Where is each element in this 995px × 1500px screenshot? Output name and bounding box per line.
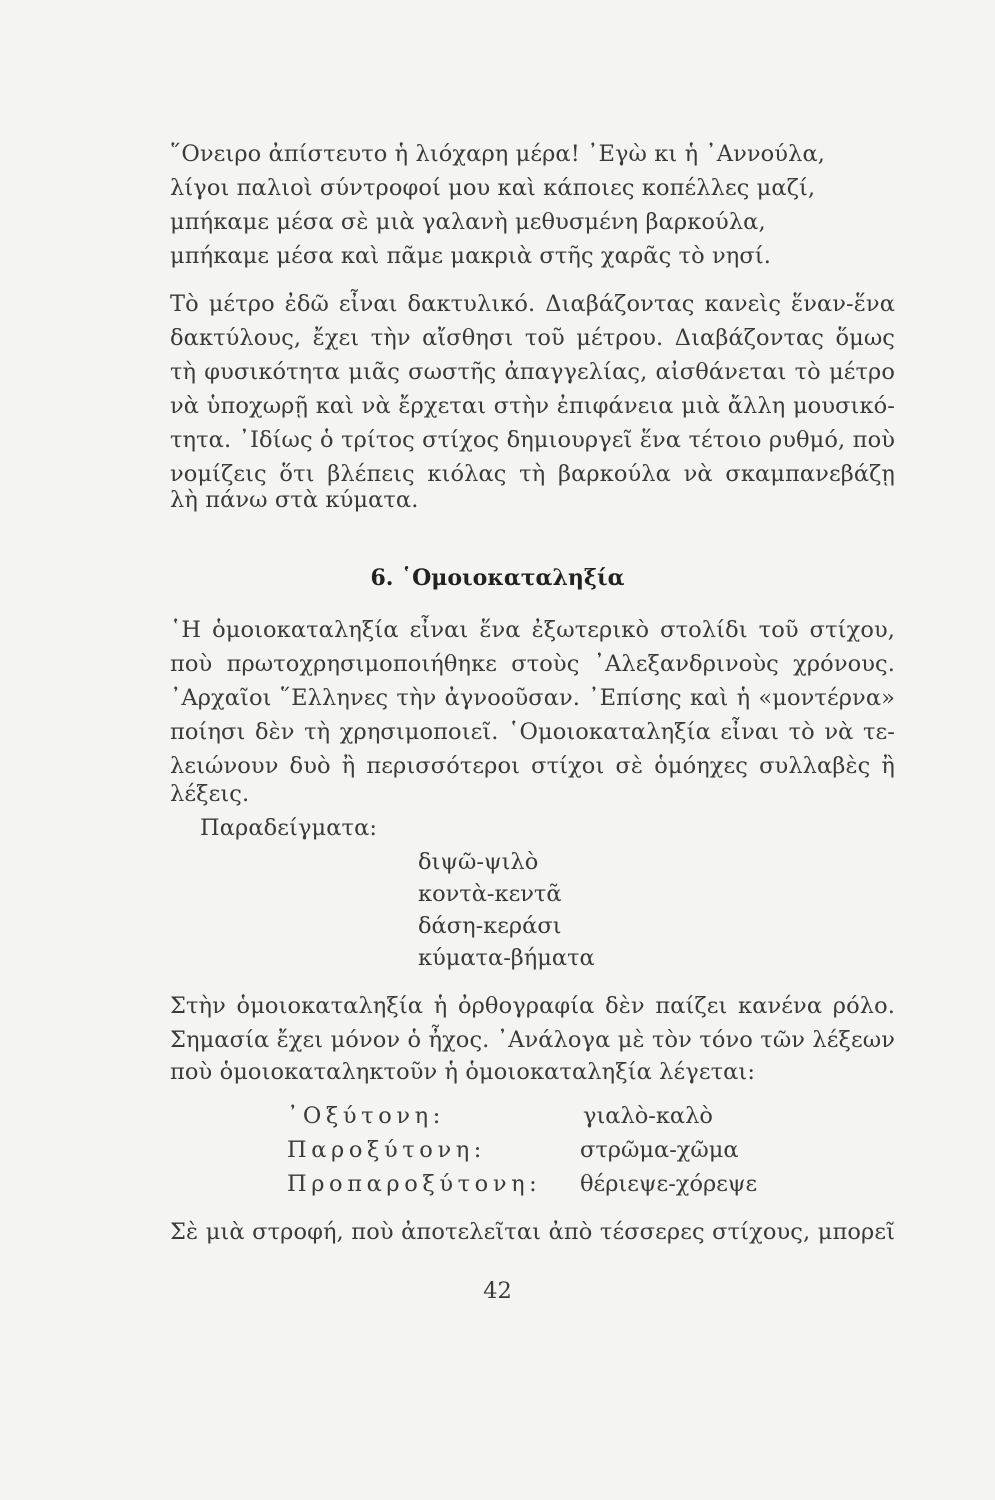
- body-line: Στὴν ὁμοιοκαταληξία ἡ ὀρθογραφία δὲν παίζει κανένα ρόλο.: [170, 993, 895, 1019]
- tone-example: θέριεψε-χόρεψε: [580, 1171, 758, 1197]
- tone-example: στρῶμα-χῶμα: [580, 1137, 739, 1163]
- poem-line: μπήκαμε μέσα σὲ μιὰ γαλανὴ μεθυσμένη βαρκούλα,: [170, 209, 766, 235]
- tone-label: Παροξύτονη:: [287, 1137, 486, 1163]
- body-line: τητα. ᾿Ιδίως ὁ τρίτος στίχος δημιουργεῖ ἕνα τέτοιο ρυθμό, ποὺ: [170, 427, 895, 453]
- poem-line: μπήκαμε μέσα καὶ πᾶμε μακριὰ στῆς χαρᾶς τὸ νησί.: [170, 243, 771, 269]
- tone-label: Προπαροξύτονη:: [287, 1171, 542, 1197]
- body-line: νὰ ὑποχωρῇ καὶ νὰ ἔρχεται στὴν ἐπιφάνεια μιὰ ἄλλη μουσικό-: [170, 393, 895, 419]
- body-line: Σὲ μιὰ στροφή, ποὺ ἀποτελεῖται ἀπὸ τέσσερες στίχους, μπορεῖ: [170, 1219, 895, 1245]
- body-line: ᾿Αρχαῖοι ῞Ελληνες τὴν ἀγνοοῦσαν. ᾿Επίσης καὶ ἡ «μοντέρνα»: [170, 685, 895, 711]
- body-line: ποὺ πρωτοχρησιμοποιήθηκε στοὺς ᾿Αλεξανδρινοὺς χρόνους.: [170, 651, 895, 677]
- body-line: ποίησι δὲν τὴ χρησιμοποιεῖ. ῾Ομοιοκαταληξία εἶναι τὸ νὰ τε-: [170, 719, 895, 745]
- body-line: νομίζεις ὅτι βλέπεις κιόλας τὴ βαρκούλα νὰ σκαμπανεβάζῃ: [170, 461, 895, 487]
- poem-line: ῞Ονειρο ἀπίστευτο ἡ λιόχαρη μέρα! ᾿Εγὼ κι ἡ ᾿Αννούλα,: [170, 141, 825, 167]
- body-line: ῾Η ὁμοιοκαταληξία εἶναι ἕνα ἐξωτερικὸ στολίδι τοῦ στίχου,: [170, 617, 895, 643]
- example-item: δάση-κεράσι: [418, 913, 562, 939]
- body-line: δακτύλους, ἔχει τὴν αἴσθησι τοῦ μέτρου. Διαβάζοντας ὅμως: [170, 325, 895, 351]
- body-line: Σημασία ἔχει μόνον ὁ ἦχος. ᾿Ανάλογα μὲ τὸν τόνο τῶν λέξεων: [170, 1027, 895, 1053]
- example-item: κύματα-βήματα: [418, 945, 595, 971]
- examples-label: Παραδείγματα:: [200, 815, 378, 841]
- poem-line: λίγοι παλιοὶ σύντροφοί μου καὶ κάποιες κοπέλλες μαζί,: [170, 175, 816, 201]
- body-line: λειώνουν δυὸ ἢ περισσότεροι στίχοι σὲ ὁμόηχες συλλαβὲς ἢ: [170, 753, 895, 779]
- example-item: κοντὰ-κεντᾶ: [418, 881, 562, 907]
- body-line: Τὸ μέτρο ἐδῶ εἶναι δακτυλικό. Διαβάζοντας κανεὶς ἕναν-ἕνα: [170, 291, 895, 317]
- body-line: ποὺ ὁμοιοκαταληκτοῦν ἡ ὁμοιοκαταληξία λέγεται:: [170, 1059, 756, 1085]
- body-line: τὴ φυσικότητα μιᾶς σωστῆς ἀπαγγελίας, αἰσθάνεται τὸ μέτρο: [170, 359, 895, 385]
- tone-label: ᾿Οξύτονη:: [287, 1103, 445, 1129]
- body-line: λὴ πάνω στὰ κύματα.: [170, 487, 419, 513]
- tone-example: γιαλὸ-καλὸ: [583, 1103, 713, 1129]
- body-line: λέξεις.: [170, 781, 250, 807]
- page-number: 42: [483, 1278, 512, 1304]
- section-heading: 6. ῾Ομοιοκαταληξία: [370, 565, 625, 591]
- example-item: διψῶ-ψιλὸ: [418, 849, 539, 875]
